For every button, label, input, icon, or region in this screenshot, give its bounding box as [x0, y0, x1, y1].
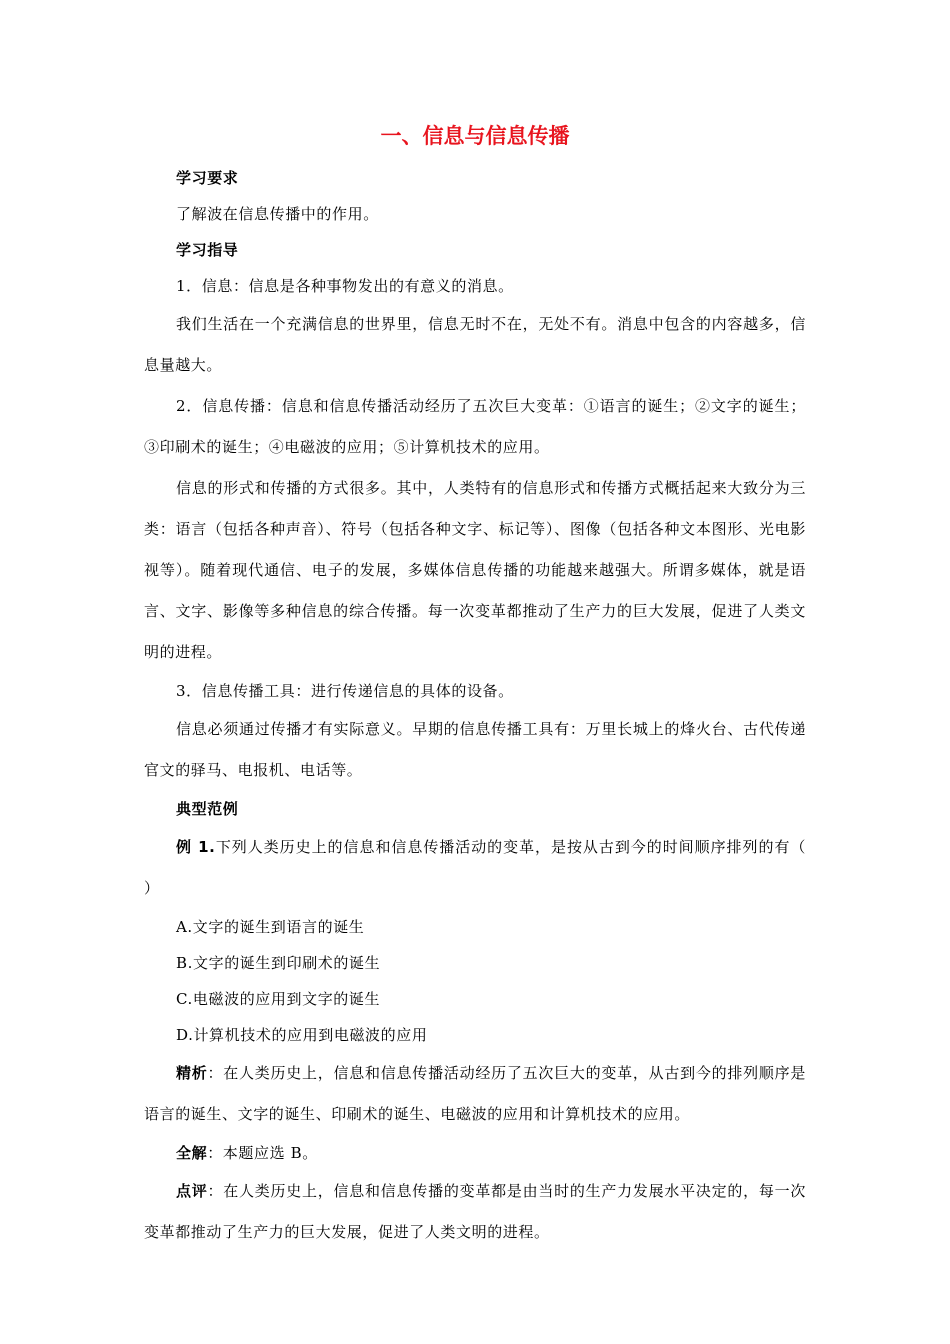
document-title: 一、信息与信息传播 — [380, 124, 570, 148]
requirements-text: 了解波在信息传播中的作用。 — [176, 205, 379, 223]
option-a: A.文字的诞生到语言的诞生 — [176, 918, 365, 936]
example-1-question — [144, 827, 838, 909]
analysis-label: 精析 — [176, 1064, 208, 1082]
document-body — [144, 160, 838, 1253]
guidance-item-1-detail: 我们生活在一个充满信息的世界里，信息无时不在，无处不有。消息中包含的内容越多，信息量越大。 — [144, 315, 806, 374]
guidance-item-3-detail: 信息必须通过传播才有实际意义。早期的信息传播工具有：万里长城上的烽火台、古代传递官文的驿马、电报机、电话等。 — [144, 720, 806, 779]
option-d: D.计算机技术的应用到电磁波的应用 — [176, 1026, 428, 1044]
example-1-text: 下列人类历史上的信息和信息传播活动的变革，是按从古到今的时间顺序排列的有（ ） — [144, 838, 838, 897]
guidance-item-2-detail: 信息的形式和传播的方式很多。其中，人类特有的信息形式和传播方式概括起来大致分为三类：语言（包括各种声音）、符号（包括各种文字、标记等）、图像（包括各种文本图形、光电影视等）。随着现代通信、电子的发展，多媒体信息传播的功能越来越强大。所谓多媒体，就是语言、文字、影像等多种信息的综合传播。每一次变革都推动了生产力的巨大发展，促进了人类文明的进程。 — [144, 479, 806, 661]
analysis-text: ：在人类历史上，信息和信息传播活动经历了五次巨大的变革，从古到今的排列顺序是语言的诞生、文字的诞生、印刷术的诞生、电磁波的应用和计算机技术的应用。 — [144, 1064, 806, 1123]
guidance-item-3: 3．信息传播工具：进行传递信息的具体的设备。 — [176, 682, 514, 700]
option-c: C.电磁波的应用到文字的诞生 — [176, 990, 381, 1008]
comment-text: ：在人类历史上，信息和信息传播的变革都是由当时的生产力发展水平决定的，每一次变革都推动了生产力的巨大发展，促进了人类文明的进程。 — [144, 1182, 806, 1241]
comment-label: 点评 — [176, 1182, 208, 1200]
answer-label: 全解 — [176, 1144, 208, 1162]
answer-text: ：本题应选 B。 — [207, 1144, 318, 1162]
requirements-heading: 学习要求 — [176, 169, 239, 187]
option-b: B.文字的诞生到印刷术的诞生 — [176, 954, 381, 972]
analysis-paragraph — [144, 1053, 806, 1135]
guidance-item-2: 2．信息传播：信息和信息传播活动经历了五次巨大变革：①语言的诞生；②文字的诞生；③印刷术的诞生；④电磁波的应用；⑤计算机技术的应用。 — [144, 397, 806, 456]
guidance-item-1: 1．信息：信息是各种事物发出的有意义的消息。 — [176, 277, 514, 295]
guidance-heading: 学习指导 — [176, 241, 239, 259]
answer-paragraph — [144, 1135, 806, 1171]
example-1-label: 例 1. — [176, 838, 216, 856]
examples-heading: 典型范例 — [176, 800, 239, 818]
comment-paragraph — [144, 1171, 806, 1253]
